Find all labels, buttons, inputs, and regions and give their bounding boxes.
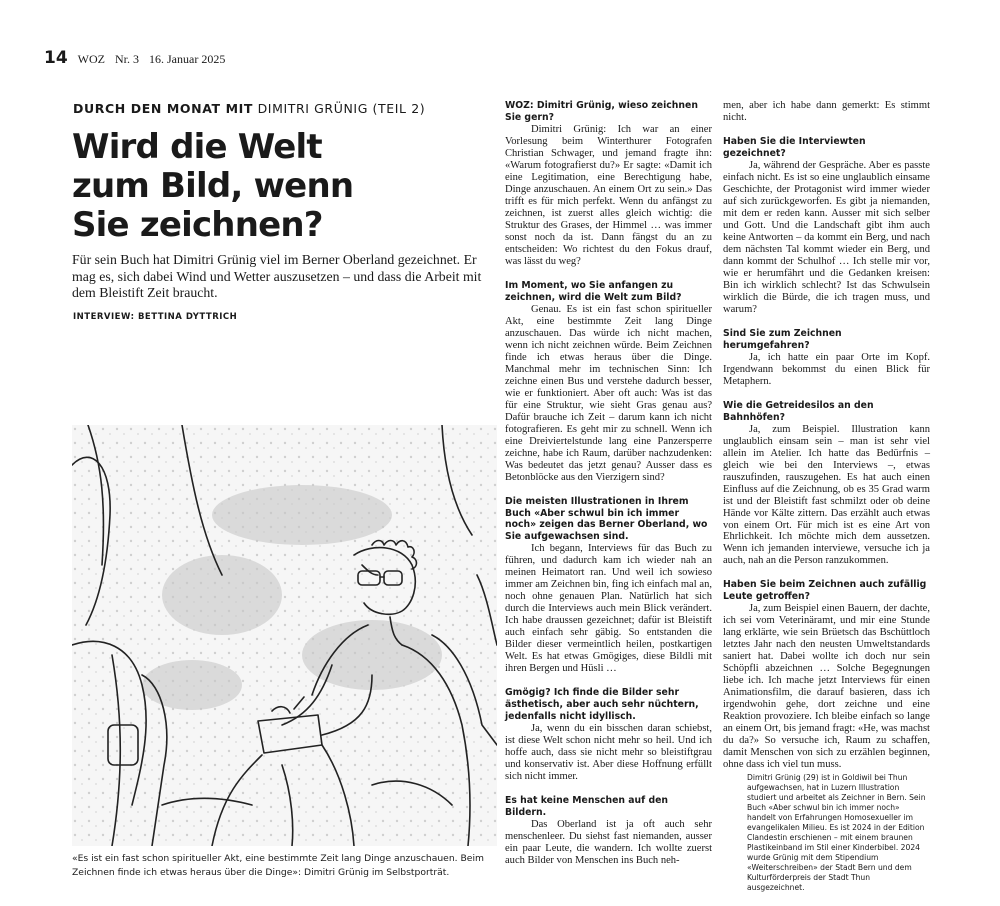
interview-answer: Ja, ich hatte ein paar Orte im Kopf. Irgendwann bekommst du einen Blick für Metaphern. — [723, 351, 930, 387]
headline — [72, 128, 452, 245]
headline-line: Sie zeichnen? — [72, 205, 323, 245]
interview-question: Im Moment, wo Sie anfangen zu zeichnen, wird die Welt zum Bild? — [505, 279, 682, 303]
headline-line: zum Bild, wenn — [72, 166, 354, 206]
interview-answer: Genau. Es ist ein fast schon spiritueller Akt, eine bestimmte Zeit lang Dinge anzuschauen. Das würde ich nicht machen, wenn ich nicht zeichnen würde. Beim Zeichnen finde ich etwas heraus über die Dinge. Manchmal mehr im technischen Sinn: Ich zeichne einen Bus und verstehe dadurch besser, wie er funktioniert. Aber oft auch: Was ist das für eine Struktur, wie sieht Gras genau aus? Dafür brauche ich Zeit – darum kann ich nicht fotografieren. Es geht mir zu schnell. Wenn ich eine Dreiviertelstunde lang eine Panzersperre zeichne, habe ich Raum, darüber nachzudenken: Was bedeutet das jetzt genau? Ausser dass es Betonblöcke aus den Vierzigern sind? — [505, 303, 712, 483]
article-column-1 — [505, 100, 712, 867]
interview-answer: Ja, wenn du ein bisschen daran schiebst, ist diese Welt schon nicht mehr so heil. Und ich hoffe auch, dass sie nicht mehr so bleistiftgrau und konservativ ist. Aber diese Hoffnung erfüllt sich nicht immer. — [505, 723, 712, 783]
issue-date: 16. Januar 2025 — [149, 52, 226, 66]
interview-question: Haben Sie die Interviewten gezeichnet? — [723, 135, 866, 159]
interview-answer: Ja, während der Gespräche. Aber es passte einfach nicht. Es ist so eine unglaublich einsame Geschichte, der Protagonist wird immer wieder auf sich zurückgeworfen. Es gibt ja niemanden, mit dem er reden kann. Ausser mit sich selber und Gott. Und die Landschaft gibt ihm auch keine Antworten – da kommt ein Berg, und nach dem nächsten Tal kommt wieder ein Berg, und dann kommt der Schulhof … Ich stelle mir vor, wie er herumfährt und die Gedanken kreisen: Bin ich wirklich schlecht? Ist das Schwulsein wirklich die Bürde, die ich tragen muss, und warum? — [723, 159, 930, 315]
page-number: 14 — [44, 48, 68, 68]
headline-line: Wird die Welt — [72, 127, 322, 167]
interview-question: Sind Sie zum Zeichnen herumgefahren? — [723, 327, 842, 351]
author-bio: Dimitri Grünig (29) ist in Goldiwil bei Thun aufgewachsen, hat in Luzern Illustration studiert und arbeitet als Zeichner in Bern. Sein Buch «Aber schwul bin ich immer noch» handelt von Erfahrungen Homosexueller im evangelikalen Milieu. Es ist 2024 in der Edition Clandestin erschienen – mit einem braunen Plastikeinband im Stil einer Kinderbibel. 2024 wurde Grünig mit dem Stipendium «Weiterschreiben» der Stadt Bern und dem Kulturförderpreis der Stadt Thun ausgezeichnet. — [747, 773, 926, 892]
article-column-2 — [723, 100, 930, 771]
self-portrait-illustration — [72, 425, 497, 846]
interview-question: WOZ: Dimitri Grünig, wieso zeichnen Sie gern? — [505, 100, 698, 123]
kicker-series: DURCH DEN MONAT MIT — [73, 101, 253, 116]
interview-answer: Ja, zum Beispiel. Illustration kann unglaublich einsam sein – man ist sehr viel allein im Atelier. Ich hatte das Bedürfnis – gleich wie bei den Interviews –, etwas rauszufinden, rauszugehen. Es hat auch einen Einfluss auf die Zeichnung, ob es 35 Grad warm ist und der Bleistift fast schmilzt oder ob deine Hände vor Kälte zittern. Das erzählt auch etwas von einem Ort. Für mich ist es eine Art von Ehrlichkeit. Ich möchte mich dem aussetzen. Wenn ich jemanden interviewe, versuche ich ja auch, nah an die Person ranzukommen. — [723, 423, 930, 567]
section-kicker — [73, 101, 425, 116]
interview-answer: Ich begann, Interviews für das Buch zu führen, und dadurch kam ich wieder nah an meinen Heimatort ran. Und weil ich sowieso immer am Zeichnen bin, fing ich einfach mal an, noch ohne genauen Plan. Natürlich hat sich durch die Interviews auch mein Blick verändert. Ich habe draussen gezeichnet; dafür ist Bleistift auch einfach sehr gäbig. So entstanden die Bilder dieser vermeintlich heilen, postkartigen Welt. Es hat etwas Gmögiges, diese Bildli mit ihren Bergen und Hüsli … — [505, 543, 712, 675]
interview-answer: Dimitri Grünig: Ich war an einer Vorlesung beim Winterthurer Fotografen Christian Schwager, und jemand fragte ihn: «Warum fotografierst du?» Er sagte: «Damit ich eine Legitimation, eine Berechtigung habe, Dinge anzuschauen. An einem Ort zu sein.» Das trifft es für mich perfekt. Wenn du anfängst zu zeichnen, ist zuerst alles gleich wichtig: die Struktur des Grases, der Himmel … was immer sonst noch da ist. Dann fängst du an zu entscheiden: Wo richtest du den Fokus drauf, was lässt du weg? — [505, 123, 712, 267]
interview-question: Wie die Getreidesilos an den Bahnhöfen? — [723, 399, 874, 423]
issue-number: Nr. 3 — [115, 52, 139, 66]
interview-question: Die meisten Illustrationen in Ihrem Buch «Aber schwul bin ich immer noch» zeigen das Berner Oberland, wo Sie aufgewachsen sind. — [505, 495, 708, 543]
lead-paragraph: Für sein Buch hat Dimitri Grünig viel im Berner Oberland gezeichnet. Er mag es, sich dabei Wind und Wetter auszusetzen – und dass die Arbeit mit dem Bleistift Zeit braucht. — [72, 252, 482, 301]
publication-name: WOZ — [77, 52, 105, 66]
interview-question: Es hat keine Menschen auf den Bildern. — [505, 795, 669, 819]
page-folio — [44, 48, 225, 68]
image-caption: «Es ist ein fast schon spiritueller Akt, eine bestimmte Zeit lang Dinge anzuschauen. Beim Zeichnen finde ich etwas heraus über die Dinge»: Dimitri Grünig im Selbstporträt. — [72, 853, 484, 878]
kicker-person: DIMITRI GRÜNIG (TEIL 2) — [257, 101, 426, 116]
interview-answer: Das Oberland ist ja oft auch sehr menschenleer. Du siehst fast niemanden, ausser ein paar Leute, die wandern. Ich wollte zuerst auch Bilder von Menschen ins Buch neh- — [505, 819, 712, 867]
interview-answer-continued: men, aber ich habe dann gemerkt: Es stimmt nicht. — [723, 100, 930, 123]
interview-question: Gmögig? Ich finde die Bilder sehr ästhetisch, aber auch sehr nüchtern, jedenfalls nicht idyllisch. — [505, 687, 699, 723]
interview-question: Haben Sie beim Zeichnen auch zufällig Leute getroffen? — [723, 579, 927, 603]
interview-answer: Ja, zum Beispiel einen Bauern, der dachte, ich sei vom Veterinäramt, und mir eine Stunde lang erklärte, wie sein Brüetsch das Bschüttloch letztes Jahr nach den neusten Umweltstandards saniert hat. Dabei wollte ich doch nur sein Schöpfli abzeichnen … Solche Begegnungen liebe ich. Ich mache jetzt Interviews für einen Animationsfilm, die darauf basieren, dass ich irgendwohin gehe, dort zeichne und eine Reaktion provoziere. Ich bleibe einfach so lange an einem Ort, bis jemand fragt: «He, was machst du da?» So versuche ich, Raum zu schaffen, damit Menschen von sich zu erzählen beginnen, ohne dass ich viel tun muss. — [723, 603, 930, 771]
pencil-drawing — [72, 425, 497, 846]
byline: INTERVIEW: BETTINA DYTTRICH — [73, 312, 238, 322]
